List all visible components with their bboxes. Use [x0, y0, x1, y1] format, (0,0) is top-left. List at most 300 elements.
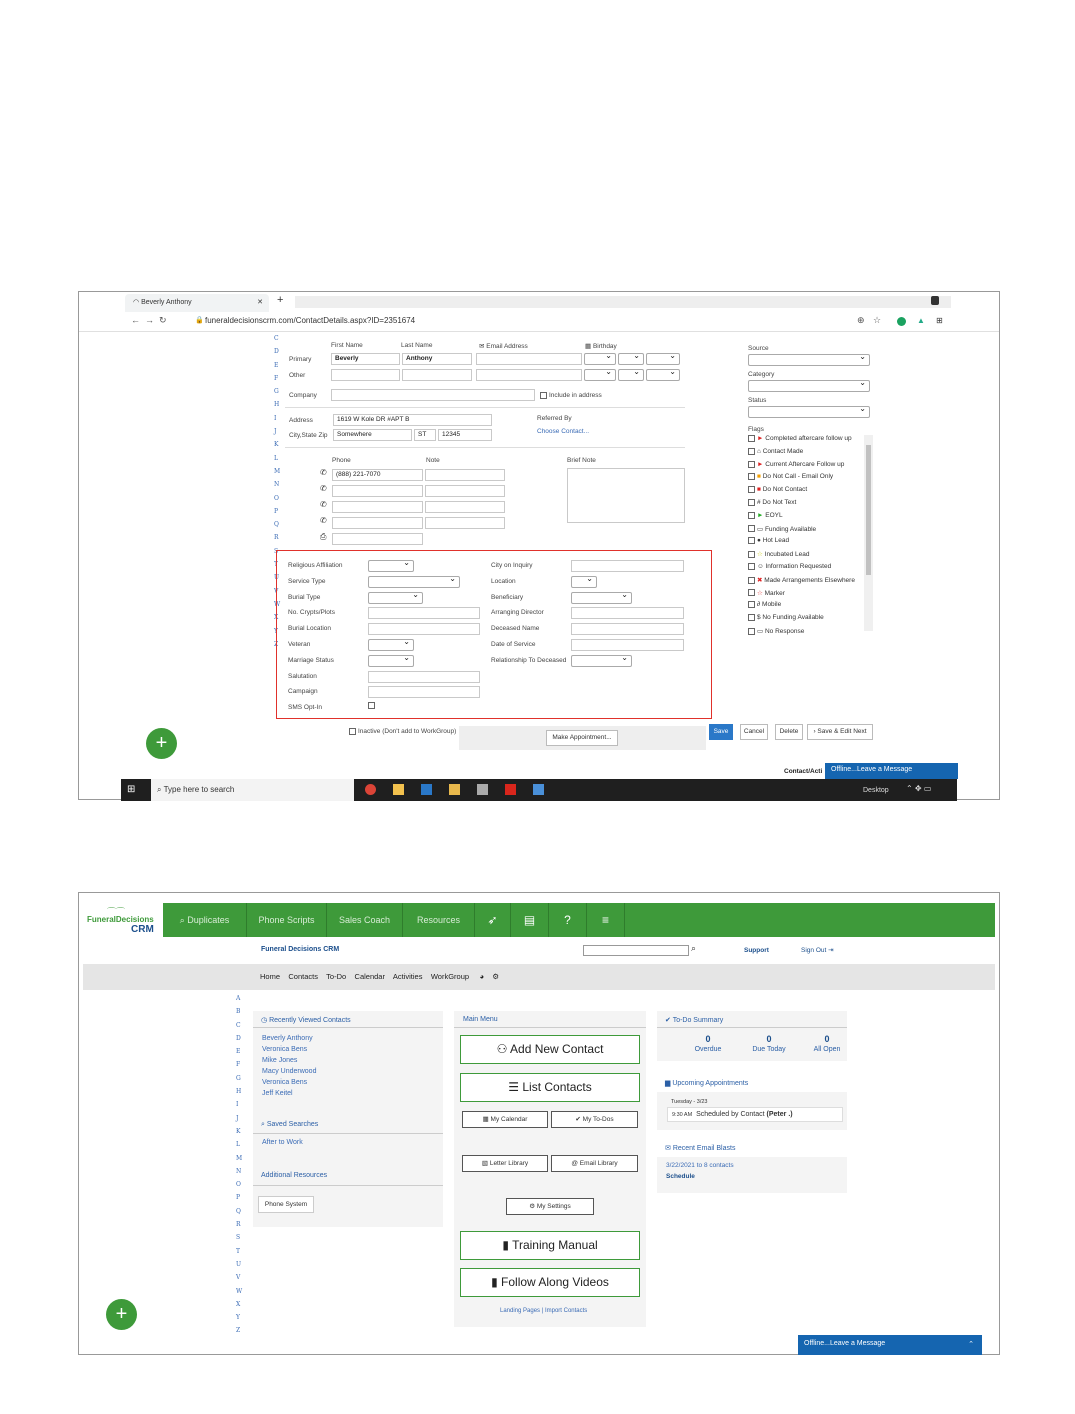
crm-dashboard-screenshot — [78, 892, 1000, 1355]
main-menu-bar — [83, 964, 995, 990]
divider — [253, 1133, 443, 1134]
todo-count[interactable]: 0 — [705, 1034, 711, 1044]
flag-checkbox[interactable] — [748, 628, 755, 635]
book-icon: ▮ — [502, 1238, 513, 1252]
menu-activities[interactable]: Activities — [392, 972, 423, 981]
address-input[interactable]: 1619 W Kole DR #APT B — [333, 414, 492, 426]
todo-label: Due Today — [752, 1046, 786, 1053]
alpha-letter[interactable]: B — [236, 1008, 241, 1016]
custom-field-input[interactable] — [571, 639, 684, 651]
state-input[interactable]: ST — [414, 429, 436, 441]
todo-count[interactable]: 0 — [824, 1034, 830, 1044]
alpha-letter[interactable]: H — [274, 401, 280, 409]
flag-label: Funding Available — [764, 525, 817, 533]
last-name-header: Last Name — [401, 342, 433, 349]
my-settings-text: My Settings — [536, 1203, 571, 1210]
windows-start-icon[interactable]: ⊞ — [127, 784, 136, 795]
flag-checkbox[interactable] — [748, 589, 755, 596]
green-flag-icon: ► — [757, 512, 766, 520]
flag-label: Current Aftercare Follow up — [765, 460, 845, 468]
offline-chat-bar[interactable]: Offline...Leave a Message — [825, 763, 958, 779]
other-day-select[interactable] — [618, 369, 644, 381]
phone-icon: ✆ — [320, 484, 327, 493]
pie-chart-icon[interactable]: ◕ — [479, 972, 484, 981]
custom-field-select[interactable] — [571, 655, 632, 667]
alpha-letter[interactable]: H — [236, 1088, 242, 1096]
flag-checkbox[interactable] — [748, 512, 755, 519]
alpha-letter[interactable]: Z — [236, 1327, 241, 1335]
phone-input-3[interactable] — [332, 501, 423, 513]
letter-library-text: Letter Library — [489, 1160, 529, 1167]
menu-todo[interactable]: To-Do — [326, 972, 347, 981]
menu-links — [260, 972, 499, 981]
search-icon: ⌕ — [157, 785, 164, 794]
letter-library-button[interactable] — [462, 1155, 548, 1172]
alpha-letter[interactable]: C — [236, 1021, 241, 1029]
save-edit-next-button[interactable] — [807, 724, 873, 740]
custom-field-input[interactable] — [368, 607, 480, 619]
alpha-letter[interactable]: T — [274, 561, 279, 569]
sign-out-text: Sign Out — [801, 947, 827, 954]
birth-year-select[interactable] — [646, 353, 680, 365]
note-input-2[interactable] — [425, 485, 505, 497]
follow-videos-text: Follow Along Videos — [501, 1275, 609, 1289]
alpha-letter[interactable]: E — [274, 361, 279, 369]
custom-field-select[interactable] — [368, 560, 414, 572]
city-input[interactable]: Somewhere — [333, 429, 412, 441]
chrome-taskbar-icon[interactable] — [365, 784, 376, 795]
alpha-letter[interactable]: X — [236, 1300, 241, 1308]
appointment-item[interactable] — [667, 1107, 843, 1122]
flag-checkbox[interactable] — [748, 601, 755, 608]
flag-item[interactable] — [748, 461, 844, 468]
source-select[interactable] — [748, 354, 870, 366]
alpha-letter[interactable]: O — [274, 494, 279, 502]
include-address[interactable] — [540, 392, 602, 399]
alpha-letter[interactable]: Q — [274, 521, 279, 529]
desktop-label[interactable]: Desktop — [863, 787, 889, 794]
browser-tab[interactable] — [125, 294, 269, 312]
nav-resources[interactable]: Resources — [403, 903, 475, 937]
flag-item[interactable] — [748, 486, 807, 493]
alpha-letter[interactable]: Z — [274, 640, 279, 648]
custom-field-select[interactable] — [571, 576, 597, 588]
flag-checkbox[interactable] — [748, 525, 755, 532]
flag-label: Completed aftercare follow up — [765, 435, 852, 443]
sign-out-link[interactable] — [801, 946, 834, 954]
main-menu-title: Main Menu — [463, 1016, 498, 1023]
flag-item[interactable] — [748, 499, 796, 506]
rocket-icon[interactable]: ➶ — [475, 903, 511, 937]
phone-icon: ✆ — [320, 500, 327, 509]
alpha-letter[interactable]: G — [236, 1074, 241, 1082]
other-label: Other — [289, 372, 306, 379]
referred-by-label: Referred By — [537, 415, 572, 422]
status-label: Status — [748, 397, 767, 404]
alpha-letter[interactable]: I — [274, 414, 277, 422]
alpha-letter[interactable]: U — [274, 574, 280, 582]
first-name-header: First Name — [331, 342, 363, 349]
other-year-select[interactable] — [646, 369, 680, 381]
todo-label: Overdue — [694, 1046, 722, 1053]
divider — [285, 447, 685, 448]
divider — [285, 407, 685, 408]
flag-item[interactable] — [748, 601, 781, 608]
gear-icon: ⚙ — [529, 1203, 537, 1210]
taskbar-search[interactable] — [151, 779, 354, 801]
flag-checkbox[interactable] — [748, 563, 755, 570]
phone-system-button[interactable]: Phone System — [258, 1196, 314, 1213]
recent-contact-link[interactable]: Jeff Keitel — [262, 1090, 293, 1097]
flags-label: Flags — [748, 426, 764, 433]
birthday-header-text: Birthday — [592, 343, 617, 350]
red-square-icon: ■ — [757, 486, 763, 494]
alpha-letter[interactable]: W — [274, 600, 281, 608]
flag-label: Marker — [764, 589, 785, 597]
alpha-letter[interactable]: T — [236, 1247, 241, 1255]
at-icon: @ — [571, 1160, 580, 1167]
extension-icon[interactable] — [931, 296, 939, 305]
custom-field-select[interactable] — [571, 592, 632, 604]
alpha-letter[interactable]: V — [274, 587, 279, 595]
alpha-letter[interactable]: A — [236, 995, 241, 1002]
phone-input-1[interactable]: (888) 221-7070 — [332, 469, 423, 481]
flag-item[interactable] — [748, 512, 783, 519]
flag-label: Do Not Text — [762, 499, 797, 507]
custom-field-select[interactable] — [368, 639, 414, 651]
star-icon: ☆ — [757, 589, 765, 597]
cancel-button[interactable]: Cancel — [740, 724, 768, 740]
divider — [253, 1185, 443, 1186]
contact-activity-label: Contact/Acti — [784, 768, 823, 775]
follow-along-videos-button[interactable] — [460, 1268, 640, 1297]
top-navbar — [163, 903, 995, 937]
menu-calendar[interactable]: Calendar — [354, 972, 385, 981]
custom-field-select[interactable] — [368, 655, 414, 667]
chevron-right-icon: › — [813, 728, 818, 735]
inactive-checkbox[interactable] — [349, 728, 356, 735]
new-tab-icon[interactable]: + — [277, 294, 284, 306]
flag-checkbox[interactable] — [748, 614, 755, 621]
todo-title-text: To-Do Summary — [672, 1017, 724, 1024]
close-tab-icon[interactable]: ✕ — [257, 299, 263, 306]
category-select[interactable] — [748, 380, 870, 392]
recent-contact-link[interactable]: Beverly Anthony — [262, 1035, 313, 1042]
alpha-letter[interactable]: P — [274, 507, 279, 515]
app-taskbar-icon[interactable] — [421, 784, 432, 795]
global-search-input[interactable] — [583, 945, 689, 956]
flag-item[interactable] — [748, 627, 804, 635]
check-circle-icon: ✔ — [575, 1116, 583, 1123]
scroll-thumb[interactable] — [866, 445, 871, 575]
alpha-letter[interactable]: W — [236, 1287, 243, 1295]
apps-icon[interactable]: ⊞ — [936, 316, 943, 325]
recent-contact-link[interactable]: Mike Jones — [262, 1057, 298, 1064]
first-name-input[interactable]: Beverly — [331, 353, 400, 365]
alpha-letter[interactable]: Y — [274, 627, 278, 635]
landing-pages-link[interactable]: Landing Pages — [500, 1308, 541, 1314]
offline-chat-bar[interactable] — [798, 1335, 982, 1355]
search-icon[interactable]: ⌕ — [691, 943, 697, 953]
custom-field-input[interactable] — [571, 607, 684, 619]
envelope-icon: ✉ — [479, 343, 487, 350]
gear-icon[interactable]: ⚙ — [492, 972, 500, 981]
flag-item[interactable] — [748, 537, 789, 544]
flag-checkbox[interactable] — [748, 551, 755, 558]
page-icon: ◠ — [133, 299, 142, 306]
custom-field-label: Service Type — [288, 577, 326, 585]
grammarly-icon[interactable] — [897, 317, 906, 326]
alpha-letter[interactable]: P — [236, 1194, 241, 1202]
hamburger-menu-icon[interactable]: ≡ — [587, 903, 625, 937]
star-icon[interactable]: ☆ — [873, 315, 882, 325]
list-icon: ☰ — [508, 1080, 523, 1094]
divider — [253, 1027, 443, 1028]
flag-item[interactable] — [748, 473, 833, 480]
zoom-icon[interactable]: ⊕ — [857, 315, 865, 325]
alpha-letter[interactable]: M — [236, 1154, 243, 1162]
status-select[interactable] — [748, 406, 870, 418]
paint-taskbar-icon[interactable] — [477, 784, 488, 795]
alpha-letter[interactable]: M — [274, 467, 281, 475]
flag-label: Incubated Lead — [764, 551, 810, 559]
alpha-letter[interactable]: J — [274, 428, 277, 436]
browser-tabbar — [79, 292, 999, 312]
recent-contact-link[interactable]: Veronica Bens — [262, 1046, 308, 1053]
choose-contact-link[interactable]: Choose Contact... — [537, 428, 590, 435]
alpha-letter[interactable]: K — [274, 441, 279, 449]
flag-checkbox[interactable] — [748, 577, 755, 584]
tray-icons[interactable]: ⌃ ✥ ▭ — [906, 784, 932, 793]
alpha-letter[interactable]: E — [236, 1048, 241, 1056]
red-flag-icon: ► — [757, 460, 766, 468]
alpha-letter[interactable]: F — [236, 1061, 241, 1069]
appointment-contact: (Peter .) — [766, 1111, 793, 1118]
alpha-letter[interactable]: R — [274, 534, 279, 542]
email-input[interactable] — [476, 353, 582, 365]
flag-label: Do Not Call - Email Only — [762, 473, 834, 481]
delete-button[interactable]: Delete — [775, 724, 803, 740]
note-input-1[interactable] — [425, 469, 505, 481]
last-name-input[interactable]: Anthony — [402, 353, 472, 365]
url-field[interactable]: funeraldecisionscrm.com/ContactDetails.aspx?ID=2351674 — [205, 316, 416, 325]
import-contacts-link[interactable]: Import Contacts — [544, 1308, 588, 1314]
other-month-select[interactable] — [584, 369, 616, 381]
flag-label: Mobile — [762, 601, 782, 609]
inactive-option[interactable] — [349, 728, 456, 735]
custom-field-label: Relationship To Deceased — [491, 656, 567, 664]
custom-field-label: Salutation — [288, 672, 317, 680]
alpha-letter[interactable]: Q — [236, 1207, 241, 1215]
email-header-text: Email Address — [486, 343, 528, 350]
phone-input-2[interactable] — [332, 485, 423, 497]
menu-home[interactable]: Home — [260, 972, 281, 981]
add-fab-button[interactable]: + — [106, 1299, 137, 1330]
logo-arch-icon: ⌒⌒ — [107, 907, 126, 917]
alpha-letter[interactable]: D — [236, 1034, 241, 1042]
custom-field-label: Location — [491, 577, 516, 585]
alpha-letter[interactable]: S — [236, 1234, 241, 1242]
birth-day-select[interactable] — [618, 353, 644, 365]
alpha-letter[interactable]: R — [236, 1221, 241, 1229]
email-header — [479, 342, 528, 350]
recent-contact-link[interactable]: Macy Underwood — [262, 1068, 317, 1075]
acrobat-taskbar-icon[interactable] — [505, 784, 516, 795]
training-manual-button[interactable] — [460, 1231, 640, 1260]
letter-icon: ▧ — [481, 1160, 490, 1167]
explorer-taskbar-icon[interactable] — [449, 784, 460, 795]
drive-icon[interactable]: ▲ — [917, 316, 925, 325]
flag-item[interactable] — [748, 435, 852, 442]
note-icon[interactable]: ▤ — [511, 903, 549, 937]
cake-icon: ▦ — [585, 343, 593, 350]
email-blast-line[interactable]: 3/22/2021 to 8 contacts — [666, 1162, 734, 1169]
custom-field-input[interactable] — [368, 623, 480, 635]
other-email-input[interactable] — [476, 369, 582, 381]
nav-phone-scripts[interactable]: Phone Scripts — [247, 903, 327, 937]
birth-month-select[interactable] — [584, 353, 616, 365]
fax-input[interactable] — [332, 533, 423, 545]
my-todos-button[interactable] — [551, 1111, 638, 1128]
alpha-letter[interactable]: F — [274, 374, 279, 382]
make-appointment-button[interactable]: Make Appointment... — [546, 730, 618, 746]
custom-field-select[interactable] — [368, 576, 460, 588]
flag-checkbox[interactable] — [748, 486, 755, 493]
save-button[interactable]: Save — [709, 724, 733, 740]
flag-item[interactable] — [748, 576, 855, 584]
email-schedule-link[interactable]: Schedule — [666, 1173, 695, 1180]
flag-item[interactable] — [748, 550, 809, 558]
menu-workgroup[interactable]: WorkGroup — [430, 972, 470, 981]
alpha-letter[interactable]: L — [274, 454, 278, 462]
alpha-letter[interactable]: X — [274, 614, 279, 622]
brief-note-textarea[interactable] — [567, 468, 685, 523]
logo-crm: CRM — [131, 924, 154, 935]
support-link[interactable]: Support — [744, 947, 769, 954]
logo[interactable] — [85, 903, 159, 937]
include-address-checkbox[interactable] — [540, 392, 547, 399]
phone-icon: ✆ — [320, 516, 327, 525]
flag-label: EOYL — [765, 512, 783, 520]
nav-sales-coach[interactable]: Sales Coach — [327, 903, 403, 937]
alpha-letter[interactable]: D — [274, 348, 279, 356]
note-input-3[interactable] — [425, 501, 505, 513]
list-contacts-button[interactable] — [460, 1073, 640, 1102]
flag-checkbox[interactable] — [748, 435, 755, 442]
help-icon[interactable]: ? — [549, 903, 587, 937]
custom-field-label: Veteran — [288, 641, 311, 648]
back-forward-reload-icons[interactable]: ← → ↻ — [131, 315, 167, 325]
my-settings-button[interactable] — [506, 1198, 594, 1215]
alpha-letter[interactable]: S — [274, 547, 279, 555]
flags-scrollbar[interactable] — [864, 435, 873, 631]
alpha-letter[interactable]: V — [236, 1274, 241, 1282]
flag-item[interactable] — [748, 614, 824, 621]
photos-taskbar-icon[interactable] — [533, 784, 544, 795]
other-last-input[interactable] — [402, 369, 472, 381]
other-first-input[interactable] — [331, 369, 400, 381]
brief-note-header: Brief Note — [567, 457, 596, 464]
custom-field-select[interactable] — [368, 592, 423, 604]
phone-icon: ∂ — [757, 601, 763, 609]
sms-optin-checkbox[interactable] — [368, 702, 375, 709]
add-new-contact-button[interactable] — [460, 1035, 640, 1064]
store-taskbar-icon[interactable] — [393, 784, 404, 795]
custom-field-input[interactable] — [571, 623, 684, 635]
alpha-letter[interactable]: I — [236, 1101, 239, 1109]
saved-title-text: Saved Searches — [266, 1121, 319, 1128]
alpha-letter[interactable]: O — [236, 1181, 241, 1189]
menu-contacts[interactable]: Contacts — [288, 972, 318, 981]
flag-item[interactable] — [748, 525, 816, 533]
zip-input[interactable]: 12345 — [438, 429, 492, 441]
recent-title-text: Recently Viewed Contacts — [269, 1017, 351, 1024]
windows-taskbar — [121, 779, 957, 801]
todo-label: All Open — [813, 1046, 841, 1053]
appointments-title-text: Upcoming Appointments — [672, 1080, 749, 1087]
flags-list — [748, 435, 874, 635]
alphabet-nav — [236, 992, 242, 1338]
add-user-icon: ⚇ — [496, 1042, 511, 1056]
my-calendar-button[interactable] — [462, 1111, 548, 1128]
flag-checkbox[interactable] — [748, 448, 755, 455]
list-contacts-text: List Contacts — [522, 1080, 592, 1094]
flag-checkbox[interactable] — [748, 499, 755, 506]
custom-field-input[interactable] — [571, 560, 684, 572]
alpha-letter[interactable]: L — [236, 1141, 240, 1149]
email-library-button[interactable] — [551, 1155, 638, 1172]
recent-title — [261, 1016, 351, 1024]
flag-item[interactable] — [748, 448, 803, 455]
alpha-letter[interactable]: N — [236, 1167, 242, 1175]
alpha-letter[interactable]: G — [274, 388, 279, 396]
tab-title: Beverly Anthony — [141, 299, 192, 306]
saved-search-item[interactable]: After to Work — [262, 1139, 303, 1146]
nav-duplicates-label: Duplicates — [187, 915, 230, 925]
category-label: Category — [748, 371, 775, 378]
flag-item[interactable] — [748, 589, 785, 597]
custom-field-label: Campaign — [288, 688, 318, 696]
todo-count[interactable]: 0 — [766, 1034, 772, 1044]
flag-label: No Funding Available — [762, 614, 824, 622]
note-header: Note — [426, 457, 440, 464]
alpha-letter[interactable]: C — [274, 335, 279, 342]
custom-field-input[interactable] — [368, 671, 480, 683]
flag-checkbox[interactable] — [748, 537, 755, 544]
nav-duplicates[interactable] — [163, 903, 247, 937]
source-label: Source — [748, 345, 769, 352]
flag-item[interactable] — [748, 563, 831, 570]
company-input[interactable] — [331, 389, 535, 401]
alpha-letter[interactable]: J — [236, 1114, 239, 1122]
custom-field-input[interactable] — [368, 686, 480, 698]
book-icon: ▮ — [491, 1275, 502, 1289]
custom-field-label: Deceased Name — [491, 625, 540, 633]
contact-details-screenshot — [78, 291, 1000, 800]
divider — [657, 1027, 847, 1028]
recent-contact-link[interactable]: Veronica Bens — [262, 1079, 308, 1086]
phone-input-4[interactable] — [332, 517, 423, 529]
add-fab-button[interactable]: + — [146, 728, 177, 759]
flag-checkbox[interactable] — [748, 461, 755, 468]
flag-checkbox[interactable] — [748, 473, 755, 480]
alpha-letter[interactable]: Y — [236, 1314, 240, 1322]
alpha-letter[interactable]: U — [236, 1260, 242, 1268]
alpha-letter[interactable]: N — [274, 481, 280, 489]
appointment-date: Tuesday - 3/23 — [671, 1099, 708, 1105]
note-input-4[interactable] — [425, 517, 505, 529]
alpha-letter[interactable]: K — [236, 1127, 241, 1135]
